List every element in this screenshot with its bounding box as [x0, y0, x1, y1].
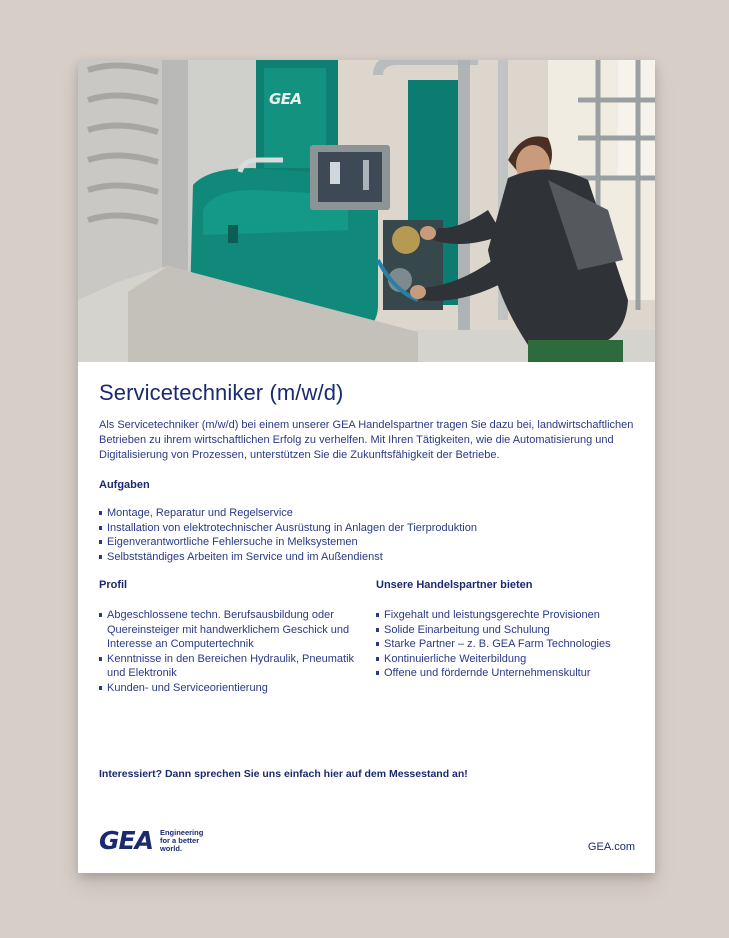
logo-tagline [160, 829, 203, 853]
list-item: Selbstständiges Arbeiten im Service und im Außendienst [99, 550, 639, 565]
angebot-list [376, 608, 638, 681]
aufgaben-heading: Aufgaben [99, 479, 150, 491]
list-item: Eigenverantwortliche Fehlersuche in Melksystemen [99, 535, 639, 550]
list-item: Offene und fördernde Unternehmenskultur [376, 666, 638, 681]
gea-logo [99, 828, 203, 853]
list-item: Kunden- und Serviceorientierung [99, 681, 361, 696]
tagline-line: for a better [159, 835, 200, 845]
list-item: Abgeschlossene techn. Berufsausbildung oder Quereinsteiger mit handwerklichem Geschick und Interesse an Computertechnik [99, 608, 361, 652]
list-item: Installation von elektrotechnischer Ausrüstung in Anlagen der Tierproduktion [99, 521, 639, 536]
profil-list [99, 608, 361, 695]
angebot-heading: Unsere Handelspartner bieten [376, 579, 533, 591]
job-title: Servicetechniker (m/w/d) [99, 380, 344, 405]
job-flyer [78, 60, 655, 873]
list-item: Kontinuierliche Weiterbildung [376, 652, 638, 667]
machine-brand-label: GEA [269, 90, 302, 108]
website-link[interactable]: GEA.com [587, 841, 635, 853]
tagline-line: world. [159, 843, 183, 853]
list-item: Starke Partner – z. B. GEA Farm Technologies [376, 637, 638, 652]
list-item: Montage, Reparatur und Regelservice [99, 506, 639, 521]
job-intro: Als Servicetechniker (m/w/d) bei einem unserer GEA Handelspartner tragen Sie dazu bei, landwirtschaftlichen Betrieben zu ihrem wirtschaftlichen Erfolg zu verhelfen. Mit Ihren Tätigkeiten, wie die Automatisierung und Digitalisierung von Prozessen, unterstützen Sie die Zukunftsfähigkeit der Betriebe. [99, 419, 634, 461]
list-item: Fixgehalt und leistungsgerechte Provisionen [376, 608, 638, 623]
aufgaben-list [99, 506, 639, 564]
tagline-line: Engineering [159, 827, 204, 837]
list-item: Kenntnisse in den Bereichen Hydraulik, Pneumatik und Elektronik [99, 652, 361, 681]
call-to-action: Interessiert? Dann sprechen Sie uns einfach hier auf dem Messestand an! [99, 768, 468, 780]
gea-logo-mark: GEA [99, 826, 153, 855]
milking-robot-illustration [78, 60, 655, 362]
profil-heading: Profil [99, 579, 128, 591]
list-item: Solide Einarbeitung und Schulung [376, 623, 638, 638]
hero-photo [78, 60, 655, 362]
